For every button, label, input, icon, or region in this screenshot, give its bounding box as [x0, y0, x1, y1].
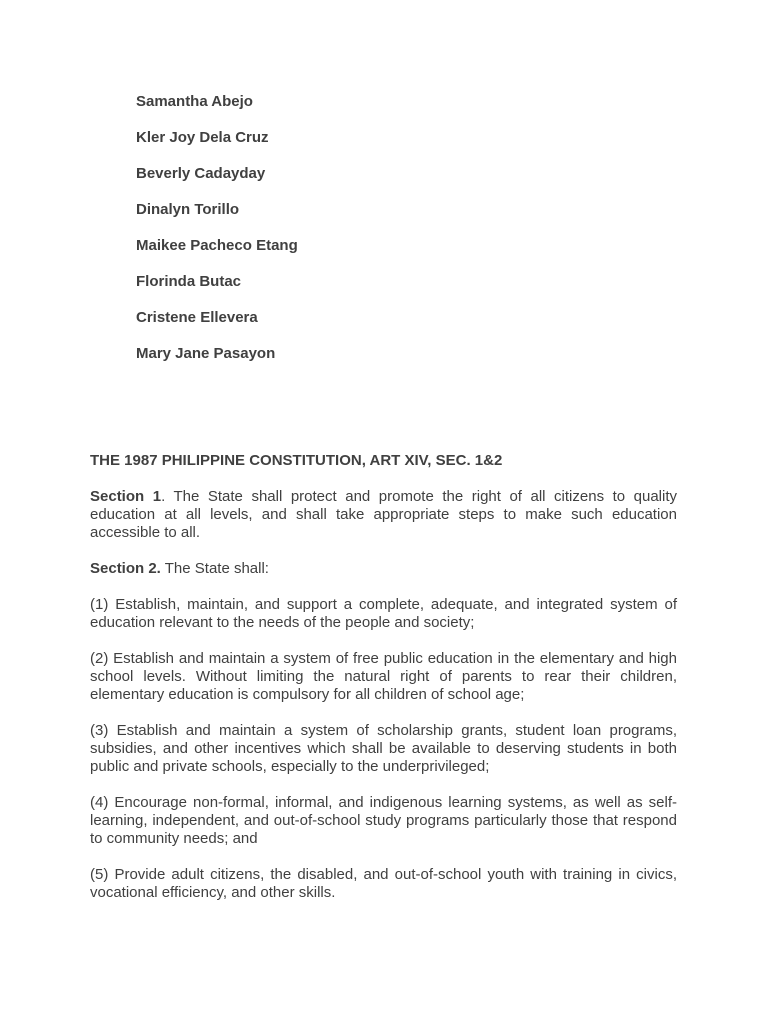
- member-name: Samantha Abejo: [136, 93, 253, 110]
- member-name: Beverly Cadayday: [136, 165, 266, 182]
- section-1-paragraph: [90, 488, 677, 542]
- section-2-text: The State shall:: [160, 560, 269, 577]
- constitution-text: [90, 452, 677, 920]
- member-name: Dinalyn Torillo: [136, 201, 240, 218]
- member-name: Kler Joy Dela Cruz: [136, 129, 269, 146]
- section-2-item: (1) Establish, maintain, and support a complete, adequate, and integrated system of education relevant to the needs of the people and society;: [90, 596, 677, 631]
- section-2-paragraph: [90, 560, 677, 578]
- section-2-item: (5) Provide adult citizens, the disabled, and out-of-school youth with training in civics, vocational efficiency, and other skills.: [90, 866, 677, 901]
- section-2-label: Section 2.: [90, 560, 161, 577]
- section-2-item: (3) Establish and maintain a system of scholarship grants, student loan programs, subsidies, and other incentives which shall be available to deserving students in both public and private schools, especially to the underprivileged;: [90, 722, 677, 775]
- member-name: Florinda Butac: [136, 273, 242, 290]
- member-name: Cristene Ellevera: [136, 309, 258, 326]
- document-heading: THE 1987 PHILIPPINE CONSTITUTION, ART XIV, SEC. 1&2: [90, 452, 503, 469]
- member-name: Maikee Pacheco Etang: [136, 237, 298, 254]
- section-1-label: Section 1: [90, 488, 162, 505]
- member-names-list: [136, 92, 298, 380]
- section-1-text: . The State shall protect and promote the right of all citizens to quality education at all levels, and shall take appropriate steps to make such education accessible to all.: [90, 488, 678, 541]
- section-2-item: (4) Encourage non-formal, informal, and indigenous learning systems, as well as self-learning, independent, and out-of-school study programs particularly those that respond to community needs; and: [90, 794, 677, 847]
- member-name: Mary Jane Pasayon: [136, 345, 276, 362]
- section-2-item: (2) Establish and maintain a system of free public education in the elementary and high school levels. Without limiting the natural right of parents to rear their children, elementary education is compulsory for all children of school age;: [90, 650, 677, 703]
